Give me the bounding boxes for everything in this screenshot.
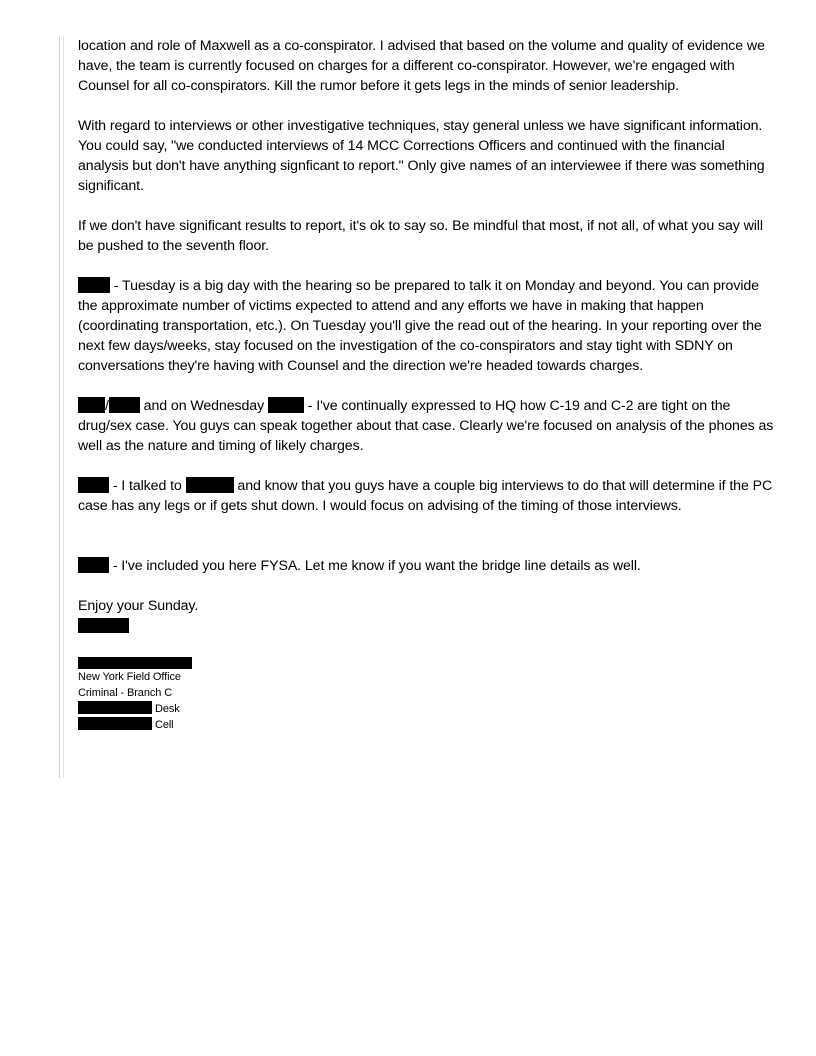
slash-text: / — [105, 398, 109, 414]
paragraph-text: - Tuesday is a big day with the hearing so be prepared to talk it on Monday and beyond. You can provide the approximate number of victims expected to attend and any efforts we have in making that happen (coordinating transportation, etc.). On Tuesday you'll give the read out of the hearing. In your reporting over the next few days/weeks, stay focused on the investigation of the co-conspirators and stay tight with SDNY on conversations they're having with Counsel and the direction we're headed towards charges. — [78, 278, 762, 374]
paragraph-pc-case — [78, 476, 778, 516]
paragraph-text: and know that you guys have a couple big interviews to do that will determine if the PC case has any legs or if gets shut down. I would focus on advising of the timing of those interviews. — [78, 478, 773, 514]
signature-details — [78, 669, 778, 733]
redaction-box — [78, 557, 109, 573]
signature-cell-line — [78, 717, 778, 733]
redaction-box — [78, 701, 152, 714]
paragraph-text: - I talked to — [109, 478, 186, 494]
signature-block — [78, 618, 778, 733]
redaction-box — [78, 397, 105, 413]
paragraph-significant-results: If we don't have significant results to report, it's ok to say so. Be mindful that most, if not all, of what you say will be pushed to the seventh floor. — [78, 218, 763, 254]
paragraph-drug-sex-case — [78, 396, 778, 456]
redaction-box — [109, 397, 140, 413]
paragraph-text: - I've included you here FYSA. Let me know if you want the bridge line details as well. — [109, 558, 641, 574]
redacted-sender-initials — [78, 618, 129, 633]
redaction-box — [268, 397, 304, 413]
quote-bar-inner — [63, 36, 64, 778]
closing-line: Enjoy your Sunday. — [78, 598, 199, 614]
paragraph-text: and on Wednesday — [139, 398, 268, 414]
signature-desk-line — [78, 701, 778, 717]
cell-label: Cell — [154, 719, 174, 731]
redaction-box — [78, 717, 152, 730]
signature-branch: Criminal - Branch C — [78, 687, 173, 699]
redacted-sender-name — [78, 657, 192, 669]
blank-line — [78, 536, 778, 556]
redaction-box — [78, 277, 110, 293]
paragraph-tuesday-hearing — [78, 276, 778, 376]
paragraph-fysa — [78, 556, 778, 576]
quote-bar — [59, 36, 60, 778]
signature-office: New York Field Office — [78, 671, 181, 683]
paragraph-maxwell: location and role of Maxwell as a co-conspirator. I advised that based on the volume and quality of evidence we have, the team is currently focused on charges for a different co-conspirator. However, we're engaged with Counsel for all co-conspirators. Kill the rumor before it gets legs in the minds of senior leadership. — [78, 38, 765, 94]
redaction-box — [186, 477, 234, 493]
paragraph-interviews: With regard to interviews or other investigative techniques, stay general unless we have significant information. You could say, "we conducted interviews of 14 MCC Corrections Officers and continued with the financial analysis but don't have anything signficant to report." Only give names of an interviewee if there was something significant. — [78, 118, 765, 194]
email-body — [78, 36, 778, 733]
paragraph-text: - I've continually expressed to HQ how C-19 and C-2 are tight on the drug/sex case. You guys can speak together about that case. Clearly we're focused on analysis of the phones as well as the nature and timing of likely charges. — [78, 398, 774, 454]
desk-label: Desk — [154, 703, 180, 715]
redaction-box — [78, 477, 109, 493]
